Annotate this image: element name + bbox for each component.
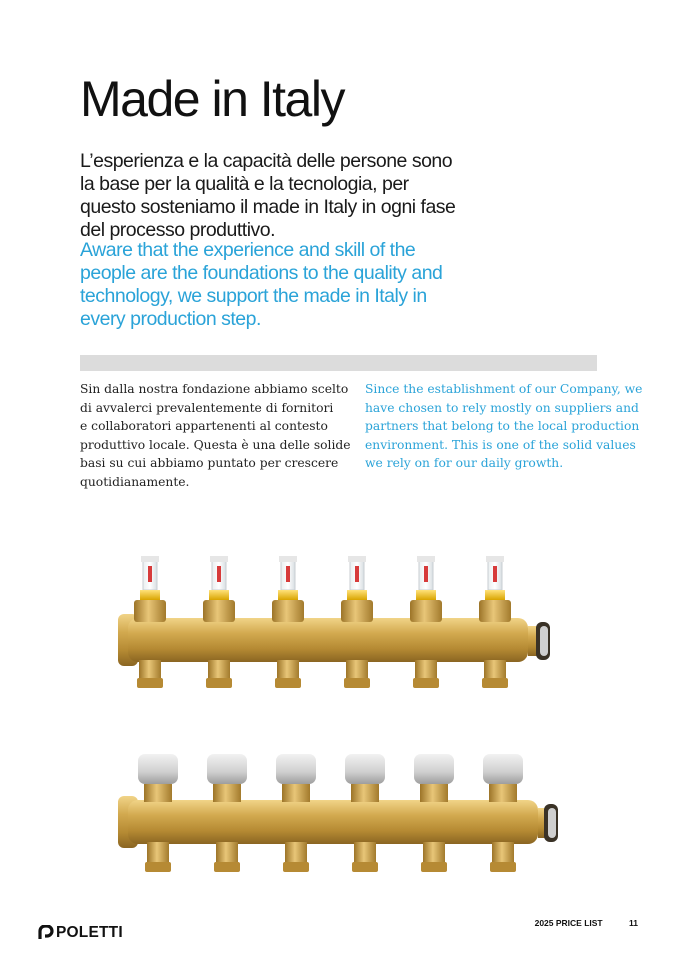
body-en-line: environment. This is one of the solid values bbox=[365, 437, 636, 452]
brand-name: POLETTI bbox=[56, 924, 123, 941]
poletti-logo-icon bbox=[38, 925, 54, 941]
body-en-line: have chosen to rely mostly on suppliers and bbox=[365, 400, 639, 415]
page-title: Made in Italy bbox=[80, 71, 344, 127]
body-it-line: di avvalerci prevalentemente di fornitori bbox=[80, 400, 334, 415]
body-en-line: partners that belong to the local production bbox=[365, 419, 640, 433]
body-english bbox=[365, 380, 643, 473]
body-en-line: we rely on for our daily growth. bbox=[365, 456, 564, 470]
intro-english bbox=[80, 239, 520, 331]
intro-en-line: people are the foundations to the quality and bbox=[80, 262, 443, 284]
body-italian bbox=[80, 380, 350, 491]
brand-logo bbox=[38, 924, 123, 942]
page-number: 11 bbox=[629, 918, 638, 928]
intro-italian bbox=[80, 150, 520, 242]
body-it-line: produttivo locale. Questa è una delle solide bbox=[80, 437, 351, 452]
body-it-line: e collaboratori appartenenti al contesto bbox=[80, 419, 328, 433]
footer-info bbox=[535, 918, 638, 928]
bottom-manifold bbox=[118, 754, 558, 872]
price-list-label: 2025 PRICE LIST bbox=[534, 918, 603, 928]
body-it-line: Sin dalla nostra fondazione abbiamo scelto bbox=[80, 382, 349, 396]
intro-it-line: L’esperienza e la capacità delle persone sono bbox=[80, 150, 453, 172]
body-it-line: quotidianamente. bbox=[80, 474, 190, 489]
intro-en-line: Aware that the experience and skill of the bbox=[80, 239, 416, 261]
body-en-line: Since the establishment of our Company, we bbox=[365, 382, 643, 396]
intro-it-line: del processo produttivo. bbox=[80, 219, 276, 241]
intro-en-line: every production step. bbox=[80, 308, 261, 330]
body-it-line: basi su cui abbiamo puntato per crescere bbox=[80, 456, 339, 470]
divider-band bbox=[80, 355, 597, 371]
top-manifold bbox=[118, 556, 550, 688]
intro-it-line: la base per la qualità e la tecnologia, per bbox=[80, 173, 409, 195]
intro-it-line: questo sosteniamo il made in Italy in ogni fase bbox=[80, 196, 456, 218]
intro-en-line: technology, we support the made in Italy in bbox=[80, 285, 427, 307]
manifold-product-photo bbox=[110, 548, 560, 893]
